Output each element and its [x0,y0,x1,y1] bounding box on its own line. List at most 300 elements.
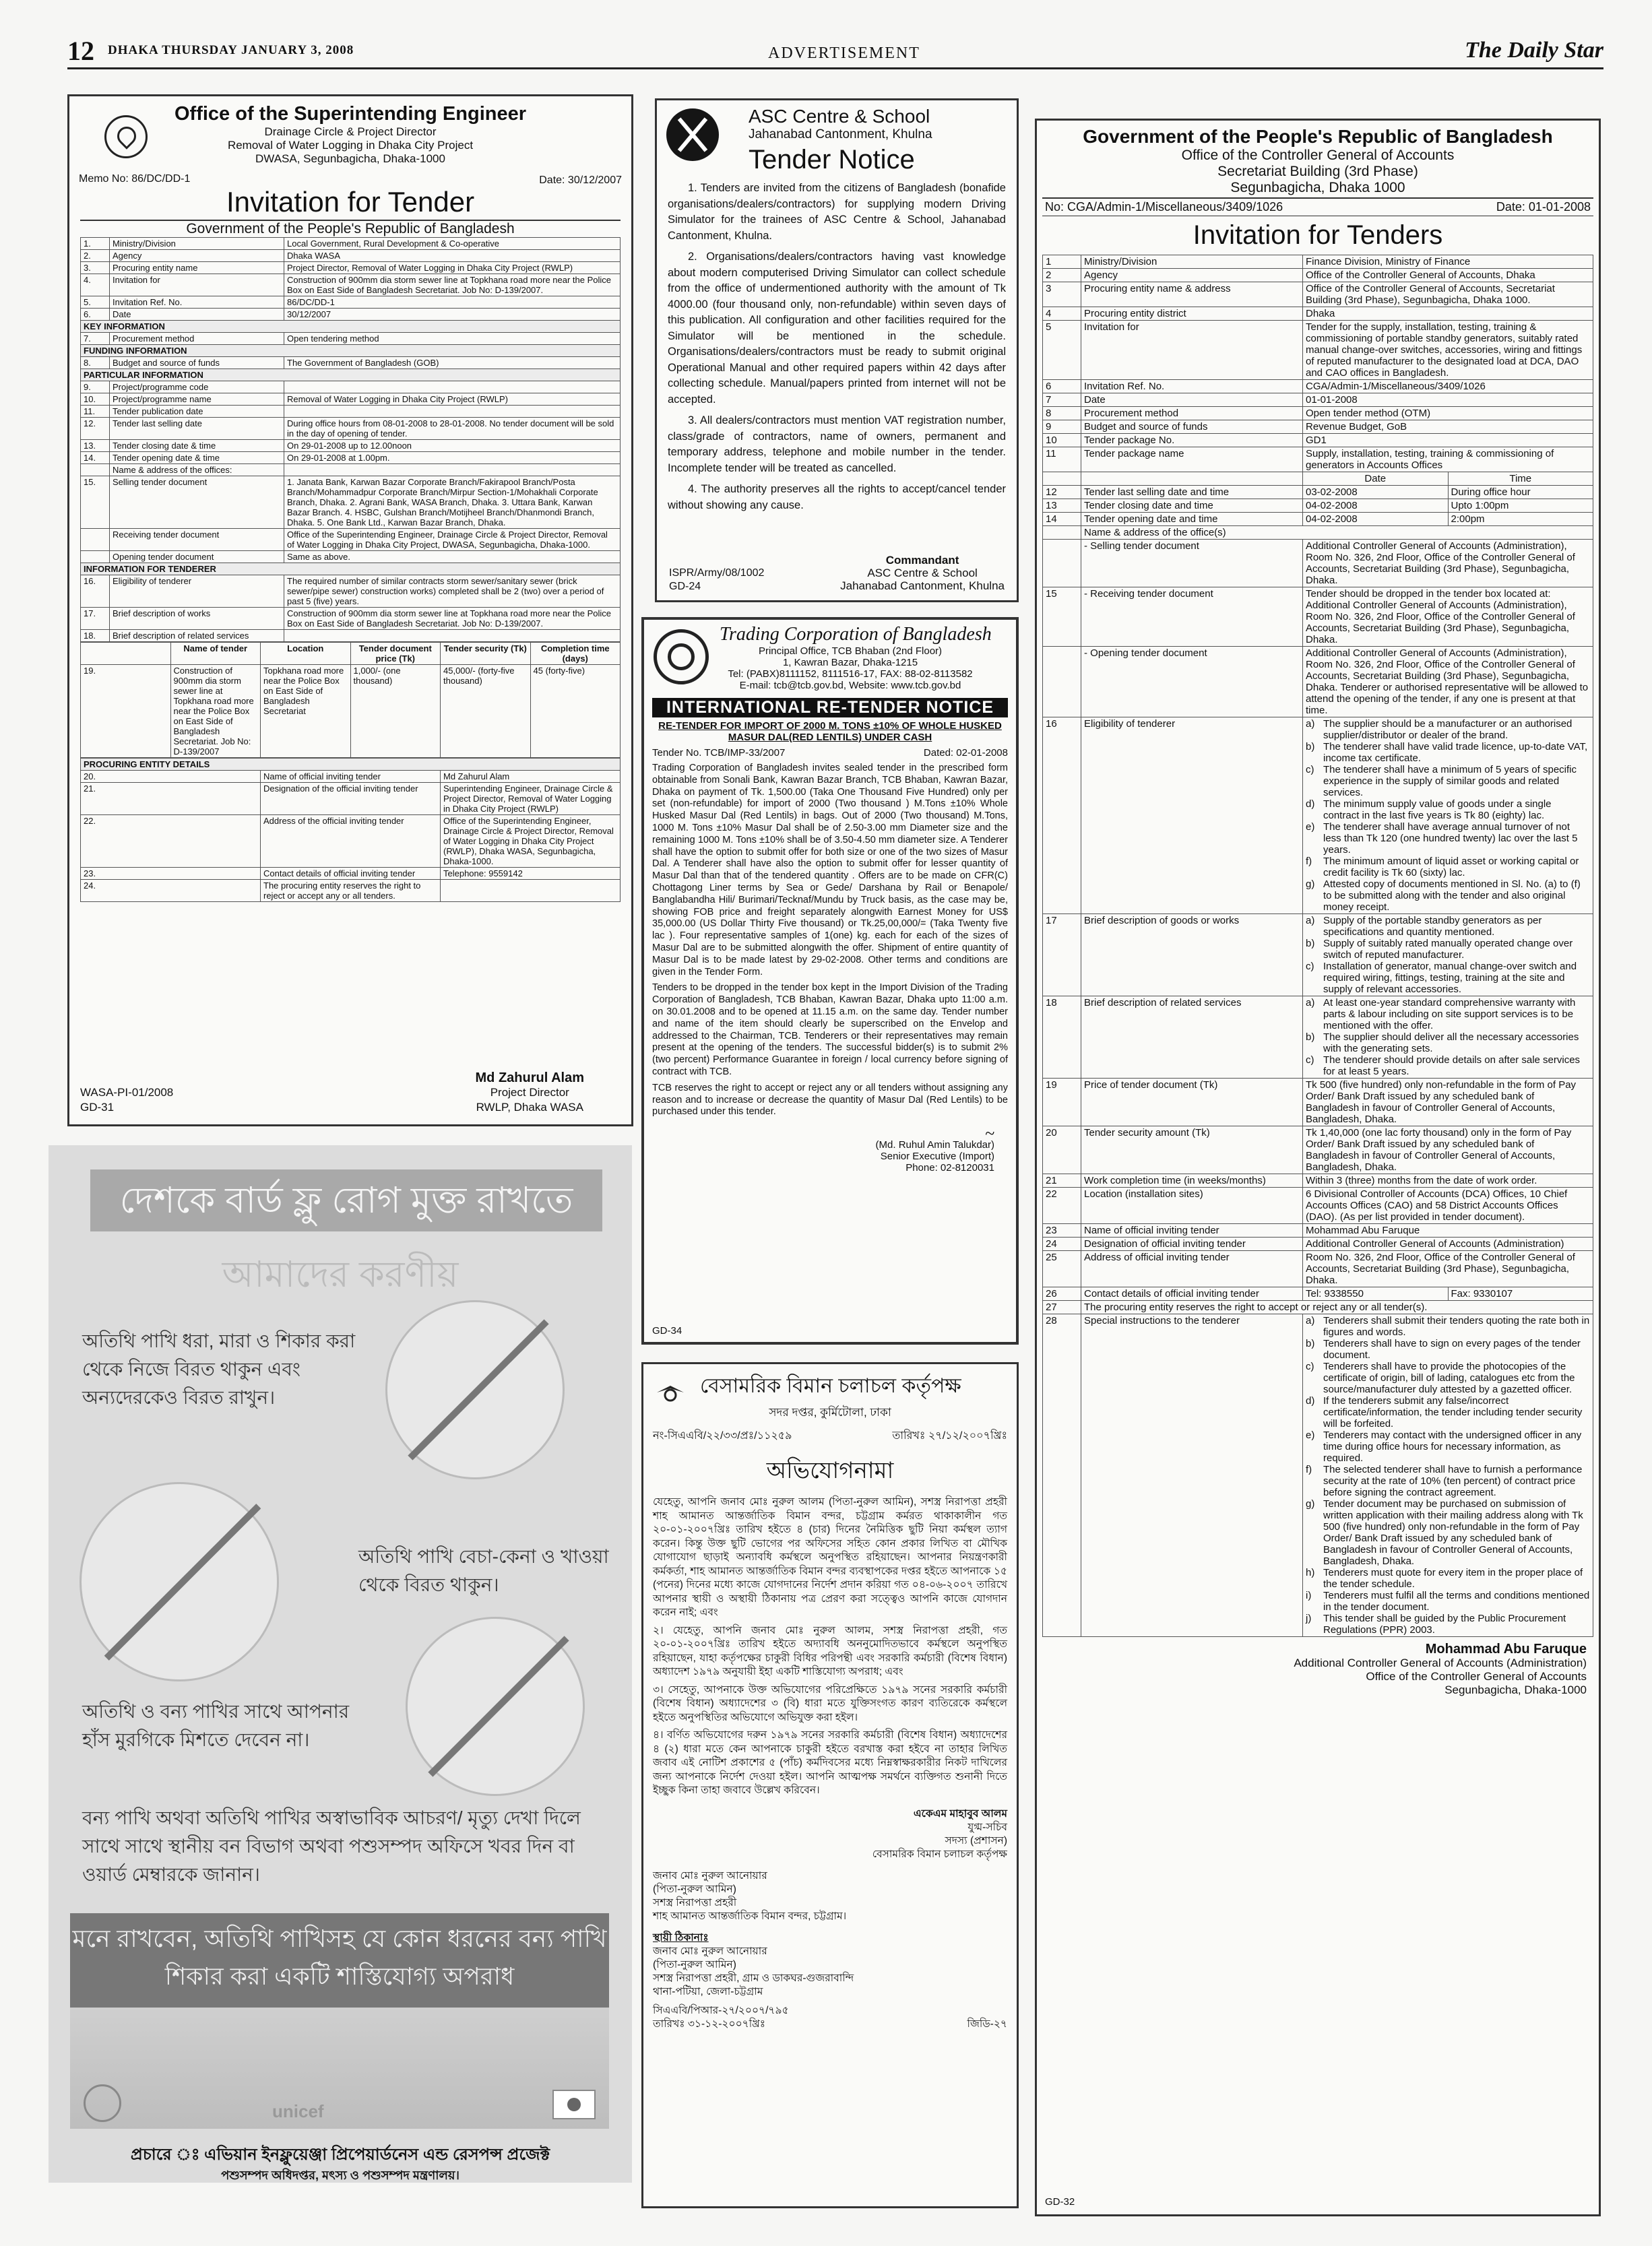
row-label: Budget and source of funds [110,357,284,369]
table-row [81,771,621,783]
office-row [1043,587,1593,647]
row-number: 26 [1043,1287,1081,1301]
list-item [1306,1054,1590,1077]
list-row [1043,1314,1593,1637]
row-value: 86/DC/DD-1 [284,296,621,309]
tcb-tender-ad [641,617,1019,1345]
table-row [81,464,621,476]
row-label: Ministry/Division [1081,255,1303,269]
list-text: The tenderer shall have average annual turnover of not less than Tk 120 (one hundred twenty) lac over the last 5 years. [1323,821,1578,856]
row-label: Designation of official inviting tender [1081,1238,1303,1251]
asc-ref2: GD-24 [669,581,701,592]
table-row [81,357,621,369]
list-text: Tender document may be purchased on submission of written application with their mailing address along with Tk 500 (five hundred) only non-refundable in the form of Pay Order/ Bank Draft issued by any scheduled bank of Bangladesh in favour of Controller General of Accounts, Bangladesh, Dhaka. [1323,1498,1583,1567]
row-value: Finance Division, Ministry of Finance [1303,255,1593,269]
cga-signer: Mohammad Abu Faruque [1425,1642,1587,1657]
date-header-row [1043,472,1593,486]
cga-signer-place: Segunbagicha, Dhaka-1000 [1444,1683,1587,1696]
list-text: At least one-year standard comprehensive warranty with parts & labour including on site support services is to be mentioned with the offer. [1323,997,1576,1031]
section-row [81,563,621,575]
row-number: 18. [81,630,110,642]
list-text: The tenderer shall have a minimum of 5 years of specific experience in the supply of similar goods and related services. [1323,764,1577,798]
government-seal-icon [84,2084,121,2122]
asc-name: ASC Centre & School [749,106,930,127]
row-number: 27 [1043,1301,1081,1314]
bird-flu-point1: অতিথি পাখি ধরা, মারা ও শিকার করা থেকে নিজে বিরত থাকুন এবং অন্যদেরকেও বিরত রাখুন। [82,1330,356,1408]
list-item [1306,1361,1590,1395]
row-label: Contact details of official inviting tender [261,868,441,880]
aviation-para: ২। যেহেতু, আপনি জনাব মোঃ নুরুল আলম, সশস্ত্র নিরাপত্তা প্রহরী, গত ২০-০১-২০০৭খ্রিঃ তারিখ হইতে অদ্যাবধি অননুমোদিতভাবে কর্মস্থলে অনুপস্থিত রহিয়াছেন, যাহা কর্তৃপক্ষের চাকুরী বিধির পরিপন্থী এবং সরকারি কর্মচারী (বিশেষ বিধান) অধ্যাদেশ ১৯৭৯ অনুযায়ী ইহা একটি শাস্তিযোগ্য অপরাধ; এবং [653,1624,1007,1677]
row-number: 4 [1043,307,1081,321]
list-key: f) [1306,1464,1312,1475]
time-cell: Upto 1:00pm [1448,499,1593,513]
cga-building: Secretariat Building (3rd Phase) [1217,164,1418,179]
page-header [67,32,1603,69]
row-number: 19 [1043,1079,1081,1126]
price-header: Name of tender [170,643,261,665]
row-list [1303,717,1593,914]
table-row [1043,255,1593,269]
contact-row [1043,1287,1593,1301]
list-key: d) [1306,1395,1315,1407]
table-row [1043,393,1593,407]
row-number [81,643,171,665]
tcb-tel: Tel: (PABX)8111152, 8111516-17, FAX: 88-02-8113582 [728,668,973,680]
engineer-ref2: GD-31 [80,1101,115,1114]
engineer-tender-table [80,237,621,642]
engineer-tender-ad [67,94,633,1126]
asc-title: Tender Notice [749,145,915,174]
engineer-signer-title: Project Director [490,1086,569,1099]
row-value: Md Zahurul Alam [441,771,621,783]
row-label: Brief description of goods or works [1081,914,1303,996]
row-value: Dhaka [1303,307,1593,321]
list-text: Tenderers must quote for every item in the proper place of the tender schedule. [1323,1567,1583,1590]
row-number [81,551,110,563]
row-value [284,381,621,393]
row-value: Dhaka WASA [284,250,621,262]
row-value: Tk 500 (five hundred) only non-refundable in the form of Pay Order/ Bank Draft issued by any scheduled bank of Bangladesh in favour of Controller General of Accounts, Bangladesh, Dhaka. [1303,1079,1593,1126]
row-number [1043,540,1081,587]
aviation-org: বেসামরিক বিমান চলাচল কর্তৃপক্ষ [700,1375,961,1397]
list-row [1043,914,1593,996]
row-label: Name of official inviting tender [1081,1224,1303,1238]
list-text: If the tenderers submit any false/incorrect certificate/information, the tender including tender security will be forfeited. [1323,1395,1583,1430]
row-value: CGA/Admin-1/Miscellaneous/3409/1026 [1303,380,1593,393]
row-label: Work completion time (in weeks/months) [1081,1174,1303,1188]
row-value [284,406,621,418]
aviation-address: সদর দপ্তর, কুর্মিটোলা, ঢাকা [769,1406,891,1419]
aviation-ref: নং-সিএএবি/২২/৩৩/প্রঃ/১১২৫৯ [653,1430,792,1442]
row-number [1043,526,1081,540]
row-number: 16 [1043,717,1081,914]
list-text: Tenderers shall have to provide the photocopies of the certificate of origin, bill of lading, catalogues etc from the source/manufacturer duly attested by a gazetted officer. [1323,1361,1575,1395]
list-item [1306,938,1590,961]
date-cell: 04-02-2008 [1303,513,1449,526]
date-cell: 03-02-2008 [1303,486,1449,499]
engineer-government: Government of the People's Republic of Bangladesh [80,220,621,237]
table-row [1043,1224,1593,1238]
row-value: During office hours from 08-01-2008 to 28-01-2008. No tender document will be sold in the day of opening of tender. [284,418,621,440]
row-label: Agency [1081,269,1303,282]
row-label: Name & address of the offices: [110,464,284,476]
row-number: 5 [1043,321,1081,380]
row-label: Procuring entity district [1081,307,1303,321]
row-label: Tender package No. [1081,434,1303,447]
permanent-line: জনাব মোঃ নুরুল আনোয়ার [653,1945,767,1957]
row-value: Project Director, Removal of Water Logging in Dhaka City Project (RWLP) [284,262,621,274]
table-row [1043,1238,1593,1251]
asc-signer: Commandant [885,554,959,567]
list-key: a) [1306,1315,1315,1326]
cga-title: Invitation for Tenders [1193,220,1443,250]
row-number: 7 [1043,393,1081,407]
row-label: Project/programme code [110,381,284,393]
row-label: Tender security amount (Tk) [1081,1126,1303,1174]
table-row [81,630,621,642]
row-number: 13 [1043,499,1081,513]
table-row [1043,420,1593,434]
engineer-memo: Memo No: 86/DC/DD-1 [79,173,191,185]
tcb-signer-title: Senior Executive (Import) [880,1151,994,1163]
row-value: Mohammad Abu Faruque [1303,1224,1593,1238]
row-number: 22 [1043,1188,1081,1224]
table-row [81,575,621,608]
list-item [1306,1430,1590,1464]
engineer-refs [80,1085,173,1115]
aviation-para: ৪। বর্ণিত অভিযোগের দরুন ১৯৭৯ সনের সরকারি কর্মচারী (বিশেষ বিধান) অধ্যাদেশের ৪ (২) ধারা মতে কেন আপনাকে চাকুরী হইতে বরখাস্ত করা হইবে না তাহার লিখিত জবাব এই নোটিশ প্রকাশের ৫ (পাঁচ) কর্মদিবসের মধ্যে নিম্নস্বাক্ষরকারীর নিকট দাখিলের জন্য আপনাকে নির্দেশ দেওয়া হইল। আপনি আত্মপক্ষ সমর্থনে ব্যক্তিগত শুনানী দিতে ইচ্ছুক কিনা তাহা জবাবে উল্লেখ করিবেন। [653,1729,1007,1796]
list-row [1043,996,1593,1079]
row-number: 8. [81,357,110,369]
bird-flu-warning: মনে রাখবেন, অতিথি পাখিসহ যে কোন ধরনের বন্য পাখি শিকার করা একটি শাস্তিযোগ্য অপরাধ [70,1913,609,2008]
row-value: Office of the Superintending Engineer, Drainage Circle & Project Director, Removal of Water Logging in Dhaka City Project (RWLP), Dhaka WASA, Segunbagicha, Dhaka-1000. [441,815,621,868]
list-text: Tenderers must fulfil all the terms and conditions mentioned in the tender document. [1323,1590,1590,1613]
row-value: Construction of 900mm dia storm sewer line at Topkhana road more near the Police Box on East Side of Bangladesh Secretariat. Job No: D-139/2007. [284,274,621,296]
tcb-subtitle: RE-TENDER FOR IMPORT OF 2000 M. TONS ±10% OF WHOLE HUSKED MASUR DAL(RED LENTILS) UNDER CASH [658,720,1002,743]
row-label: Address of the official inviting tender [261,815,441,868]
list-text: The supplier should deliver all the necessary accessories with the generating sets. [1323,1031,1579,1054]
bird-flu-point2: অতিথি পাখি বেচা-কেনা ও খাওয়া থেকে বিরত থাকুন। [358,1546,609,1595]
table-row [81,452,621,464]
row-value: Tender for the supply, installation, testing, training & commissioning of portable standby generators, suitably rated manual change-over switches, accessories, wiring and fittings of reputed manufacturer to the designated load at DCA, DAO and CAO offices in Bangladesh. [1303,321,1593,380]
row-label: Tender opening date and time [1081,513,1303,526]
price-cell: Topkhana road more near the Police Box on East Side of Bangladesh Secretariat [261,665,351,758]
row-label: Price of tender document (Tk) [1081,1079,1303,1126]
permanent-label: স্থায়ী ঠিকানাঃ [653,1931,709,1944]
row-value: Same as above. [284,551,621,563]
cga-office: Office of the Controller General of Accounts [1181,148,1455,163]
row-value: Construction of 900mm dia storm sewer line at Topkhana road more near the Police Box on East Side of Bangladesh Secretariat. Job No: D-139/2007. [284,608,621,630]
row-value: Tk 1,40,000 (one lac forty thousand) only in the form of Pay Order/ Bank Draft issued by any scheduled bank of Bangladesh in favour of Controller General of Accounts, Bangladesh, Dhaka. [1303,1126,1593,1174]
asc-tender-ad [655,98,1019,602]
row-number: 16. [81,575,110,608]
table-row [81,418,621,440]
bird-flu-title: আমাদের করণীয় [222,1254,459,1295]
migratory-birds-scene [70,2008,609,2129]
price-cell: Construction of 900mm dia storm sewer line at Topkhana road more near the Police Box on East Side of Bangladesh Secretariat. Job No: D-139/2007 [170,665,261,758]
table-row [1043,1126,1593,1174]
credit-line1: প্রচারে ঃ এভিয়ান ইনফ্লুয়েঞ্জা প্রিপেয়ার্ডনেস এন্ড রেসপন্স প্রজেক্ট [130,2146,550,2164]
section-heading: KEY INFORMATION [81,321,621,333]
cga-signer-org: Office of the Controller General of Accounts [1366,1670,1587,1683]
list-key: h) [1306,1567,1315,1578]
tcb-para1: Trading Corporation of Bangladesh invites sealed tender in the prescribed form obtainable from Sonali Bank, Kawran Bazar Branch, TCB Bhaban, Kawran Bazar, Dhaka on payment of Tk. 1,500.00 (Taka One Thousand Five Hundred) only per set (non-refundable) for import of 2000 (Two thousand ) M.Tons ±10% Whole Husked Masur Dal (Red Lentils) in bags. Out of 2000 (Two thousand) M.Tons, 1000 M. Tons ±10% Masur Dal shall be of 2.50-3.00 mm Diameter size and the remaining 1000 M. Tons ±10% shall be of 3.50-4.50 mm diameter size. A Tenderer shall have the option to submit offer for both size or one of the two sizes of Masur Dal. A Tenderer shall have also the option to submit offer for lesser quantity of Masur Dal than that of the tendered quantity . Offers are to be made on CFR(C) Chottagong Liner terms by Sea or Gede/ Darshana by Rail or Benapole/ Banglabandha Hili/ Burimari/Tecknaf/Mundu by Truck basis, as the case may be, showing FOB price and freight separately alongwith Earnest Money for US$ 35,000.00 (US Dollar Thirty Five thousand) or Tk.25,00,000/= (Taka Twenty five lac ). Four representative samples of 1(one) kg. each for each of the sizes of Masur Dal are to be submitted alongwith the offer. Shipment of entire quantity of Masur Dal is to be made latest by 29-02-2008. Other terms and conditions are given in the Tender Form. [652,763,1008,977]
aviation-recipient [653,1869,1007,1923]
row-value: 1. Janata Bank, Karwan Bazar Corporate Branch/Fakirapool Branch/Posta Branch/Mohammadpur Corporate Branch/Mirpur Section-1/Mohakhali Corporate Branch, Dhaka. 2. Agrani Bank, WASA Branch, Dhaka. 3. Uttara Bank, Karwan Bazar Branch. 4. HSBC, Gulshan Branch/Motijheel Branch/Dhanmondi Branch, Dhaka. 5. One Bank Ltd., Karwan Bazar Branch, Dhaka. [284,476,621,529]
row-number: 23 [1043,1224,1081,1238]
list-text: Supply of suitably rated manually operated change over switch of reputed manufacturer. [1323,938,1573,961]
aviation-gd: জিডি-২৭ [967,2018,1007,2030]
list-key: i) [1306,1590,1312,1601]
cga-gd: GD-32 [1045,2196,1075,2208]
list-item [1306,856,1590,878]
row-number [1043,472,1081,486]
table-row [81,551,621,563]
row-label: Invitation for [1081,321,1303,380]
list-item [1306,764,1590,798]
row-label: Procurement method [1081,407,1303,420]
row-number: 17 [1043,914,1081,996]
table-row [1043,407,1593,420]
aviation-para: ৩। সেহেতু, আপনাকে উক্ত অভিযোগের পরিপ্রেক্ষিতে ১৯৭৯ সনের সরকারি কর্মচারী (বিশেষ বিধান) অধ্যাদেশের ৩ (বি) ধারা মতে যুক্তিসংগত কারণ ব্যতিরেকে কর্মস্থলে হইতে অনুপস্থিতির অভিযোগে অভিযুক্ত করা হইল। [653,1683,1007,1723]
list-item [1306,741,1590,764]
office-row [1043,647,1593,717]
list-text: The selected tenderer shall have to furnish a performance security at the rate of 10% (ten percent) of contract price before signing the contract agreement. [1323,1464,1583,1498]
list-item [1306,1464,1590,1498]
list-item [1306,1567,1590,1590]
row-number: 15 [1043,587,1081,647]
tcb-email: E-mail: tcb@tcb.gov.bd, Website: www.tcb.gov.bd [739,680,961,691]
list-item [1306,878,1590,913]
engineer-project: Removal of Water Logging in Dhaka City Project [227,139,474,152]
row-value: Office of the Controller General of Accounts, Secretariat Building (3rd Phase), Segunbagicha, Dhaka 1000. [1303,282,1593,307]
aviation-notice-ad [641,1362,1019,2208]
engineer-date: Date: 30/12/2007 [539,174,622,186]
section-row [81,321,621,333]
table-row [1043,282,1593,307]
row-value: Local Government, Rural Development & Co-operative [284,238,621,250]
reserve-row [1043,1301,1593,1314]
row-list [1303,914,1593,996]
engineer-ref1: WASA-PI-01/2008 [80,1086,174,1099]
bird-flu-point3: অতিথি ও বন্য পাখির সাথে আপনার হাঁস মুরগিকে মিশতে দেবেন না। [82,1701,350,1750]
list-item [1306,1031,1590,1054]
bird-flu-point4: বন্য পাখি অথবা অতিথি পাখির অস্বাভাবিক আচরণ/ মৃত্যু দেখা দিলে সাথে সাথে স্থানীয় বন বিভাগ অথবা পশুসম্পদ অফিসে খবর দিন বা ওয়ার্ড মেম্বারকে জানান। [82,1807,581,1885]
row-value [284,464,621,476]
list-item [1306,1315,1590,1338]
row-value: The required number of similar contracts storm sewer/sanitary sewer (brick sewer/pipe sewer) construction works) completed shall be 2 (two) over a period of past 5 (five) years. [284,575,621,608]
cga-address: Segunbagicha, Dhaka 1000 [1230,180,1405,195]
price-header: Tender security (Tk) [441,643,531,665]
asc-signature [840,554,1005,592]
row-number [81,464,110,476]
row-label: Tender last selling date [110,418,284,440]
row-number: 4. [81,274,110,296]
section-row [81,759,621,771]
list-key: b) [1306,1338,1315,1349]
row-value: Additional Controller General of Accounts (Administration), Room No. 326, 2nd Floor, Office of the Controller General of Accounts, Secretariat Building (3rd Phase), Segunbagicha, Dhaka. Tenderer or authorised representative will be allowed to attend the opening of the tender, if any one is present at that time. [1303,647,1593,717]
list-text: Attested copy of documents mentioned in Sl. No. (a) to (f) to be submitted along with the tender and also original money receipt. [1323,878,1581,913]
row-label: Opening tender document [110,551,284,563]
row-label: - Opening tender document [1081,647,1303,717]
list-key: c) [1306,1054,1314,1066]
table-row [1043,321,1593,380]
cga-signature [1042,1642,1593,1697]
table-row [81,529,621,551]
time-cell: During office hour [1448,486,1593,499]
list-item [1306,1395,1590,1430]
tcb-tender-no: Tender No. TCB/IMP-33/2007 [652,747,786,759]
table-row [81,274,621,296]
list-key: e) [1306,1430,1315,1441]
list-key: e) [1306,821,1315,833]
row-number: 14 [1043,513,1081,526]
date-row [1043,499,1593,513]
tcb-logo-icon [654,629,709,684]
list-key: g) [1306,878,1315,890]
table-row [1043,269,1593,282]
section-heading: PARTICULAR INFORMATION [81,369,621,381]
asc-para: 3. All dealers/contractors must mention VAT registration number, class/grade of contractors, name of owners, permanent and temporary address, telephone and mobile number in the tender. Incomplete tender will be treated as cancelled. [668,414,1006,474]
row-label: Tender package name [1081,447,1303,472]
row-number: 11 [1043,447,1081,472]
reserve-text: The procuring entity reserves the right to accept or reject any or all tender(s). [1081,1301,1593,1314]
tcb-para2: Tenders to be dropped in the tender box kept in the Import Division of the Trading Corporation of Bangladesh, TCB Bhaban, Kawran Bazar, Dhaka upto 11:00 a.m. on 30.01.2008 and to be opened at 11.15 a.m. on the same day. Tender number and name of the item should clearly be superscribed on the Envelop and addressed to the Chairman, TCB. Tenderers or their representatives may remain present at the opening of the tenders. The successful bidder(s) is to submit 2% (two percent) Performance Guarantee in foreign / local currency before signing of contract with TCB. [652,982,1008,1077]
aviation-date: তারিখঃ ২৭/১২/২০০৭খ্রিঃ [892,1430,1007,1442]
aviation-ref-row [653,1427,1007,1445]
row-number: 3 [1043,282,1081,307]
list-key: a) [1306,718,1315,730]
table-row [1043,1188,1593,1224]
tcb-para3: TCB reserves the right to accept or reject any or all tenders without assigning any reason and to increase or decrease the quantity of Masur Dal (Red Lentils) to be purchased under this tender. [652,1082,1008,1118]
row-label: Designation of the official inviting tender [261,783,441,815]
recipient-line: (পিতা-নুরুল আমিন) [653,1883,736,1895]
row-value: Office of the Controller General of Accounts, Dhaka [1303,269,1593,282]
bird-flu-poster [49,1145,632,2183]
table-row [81,393,621,406]
table-row [1043,1251,1593,1287]
row-number [1043,647,1081,717]
table-row [81,783,621,815]
row-number: 6. [81,309,110,321]
price-header: Completion time (days) [530,643,621,665]
row-value: Removal of Water Logging in Dhaka City Project (RWLP) [284,393,621,406]
tcb-banner: INTERNATIONAL RE-TENDER NOTICE [652,698,1008,717]
engineer-entity-table [80,758,621,902]
aviation-memo-date: তারিখঃ ৩১-১২-২০০৭খ্রিঃ [653,2018,765,2030]
contact-tel: Tel: 9338550 [1303,1287,1449,1301]
date-header: Time [1448,472,1593,486]
row-value: GD1 [1303,434,1593,447]
asc-para: 1. Tenders are invited from the citizens of Bangladesh (bonafide organisations/dealers/contractors) for supplying modern Driving Simulator for the trainees of ASC Centre & School, Jahanabad Cantonment, Khulna. [668,182,1006,242]
list-item [1306,821,1590,856]
asc-para: 4. The authority preserves all the rights to accept/cancel tender without showing any cause. [668,483,1006,511]
row-number: 5. [81,296,110,309]
list-text: Installation of generator, manual change-over switch and required wiring, fittings, testing, training at the site and supply of relevant accessories. [1323,961,1577,995]
row-number: 13. [81,440,110,452]
bird-flu-credit [49,2145,632,2183]
list-item [1306,1590,1590,1613]
office-header-row [1043,526,1593,540]
row-label: Ministry/Division [110,238,284,250]
list-text: The tenderer shall have valid trade licence, up-to-date VAT, income tax certificate. [1323,741,1588,764]
row-value: Additional Controller General of Accounts (Administration) [1303,1238,1593,1251]
list-key: c) [1306,764,1314,775]
row-label: Brief description of related services [110,630,284,642]
tcb-office: Principal Office, TCB Bhaban (2nd Floor) [758,645,943,657]
list-text: The minimum amount of liquid asset or working capital or credit facility is Tk 60 (sixty) lac. [1323,856,1579,878]
tcb-address: 1, Kawran Bazar, Dhaka-1215 [782,657,918,668]
list-text: The supplier should be a manufacturer or an authorised supplier/distributor or dealer of the brand. [1323,718,1572,741]
row-value: On 29-01-2008 at 1.00pm. [284,452,621,464]
row-value: Office of the Superintending Engineer, Drainage Circle & Project Director, Removal of Water Logging in Dhaka City Project, DWASA, Segunbagicha, Dhaka-1000. [284,529,621,551]
row-value: Open tender method (OTM) [1303,407,1593,420]
row-list [1303,996,1593,1079]
table-row [81,406,621,418]
asc-para: 2. Organisations/dealers/contractors having vast knowledge about modern computerised Driving Simulator can collect schedule from the office of undermentioned authority with the amount of Tk 4000.00 (four thousand only, non-refundable) within seven days of this publication. All configuration and other facilities required for the Simulator will be mentioned in the schedule. Organisations/dealers/contractors must be ready to submit original Operational Manual and other required papers within 42 days after collecting schedule. Manual/papers printed from internet will not be accepted. [668,251,1006,406]
row-number: 23. [81,868,261,880]
dateline: DHAKA THURSDAY JANUARY 3, 2008 [108,43,354,57]
row-number: 22. [81,815,261,868]
row-value: Additional Controller General of Accounts (Administration), Room No. 326, 2nd Floor, Office of the Controller General of Accounts, Secretariat Building (3rd Phase), Segunbagicha, Dhaka. [1303,540,1593,587]
row-label: - Receiving tender document [1081,587,1303,647]
row-number: 25 [1043,1251,1081,1287]
row-value: Within 3 (three) months from the date of work order. [1303,1174,1593,1188]
row-label: Procuring entity name [110,262,284,274]
section-heading: FUNDING INFORMATION [81,345,621,357]
section-heading: INFORMATION FOR TENDERER [81,563,621,575]
cga-date: Date: 01-01-2008 [1496,200,1591,214]
tcb-name: Trading Corporation of Bangladesh [720,624,992,645]
cga-government: Government of the People's Republic of Bangladesh [1083,126,1553,147]
recipient-line: শাহ আমানত আন্তর্জাতিক বিমান বন্দর, চট্টগ্রাম। [653,1910,847,1922]
recipient-line: জনাব মোঃ নুরুল আনোয়ার [653,1869,767,1882]
row-number: 20 [1043,1126,1081,1174]
cga-ref-row [1042,197,1593,216]
masthead: The Daily Star [1465,38,1603,63]
row-number: 1. [81,238,110,250]
row-value: 30/12/2007 [284,309,621,321]
row-label: Tender closing date and time [1081,499,1303,513]
row-number: 8 [1043,407,1081,420]
row-number: 7. [81,333,110,345]
cga-ref: No: CGA/Admin-1/Miscellaneous/3409/1026 [1045,200,1283,214]
row-label: Tender closing date & time [110,440,284,452]
row-label: Agency [110,250,284,262]
page-number: 12 [67,36,94,66]
permanent-line: থানা-পটিয়া, জেলা-চট্টগ্রাম [653,1985,763,1997]
row-value: Telephone: 9559142 [441,868,621,880]
row-label: Name of official inviting tender [261,771,441,783]
price-header-row [81,643,621,665]
row-value: On 29-01-2008 up to 12.00noon [284,440,621,452]
asc-ref1: ISPR/Army/08/1002 [669,567,765,579]
row-number: 28 [1043,1314,1081,1637]
row-label: Date [110,309,284,321]
cga-tender-ad [1035,119,1601,2216]
list-item [1306,915,1590,938]
credit-line2: পশুসম্পদ অধিদপ্তর, মৎস্য ও পশুসম্পদ মন্ত্রণালয়। [221,2169,459,2182]
list-text: Supply of the portable standby generators as per specifications and quantity mentioned. [1323,915,1542,938]
list-text: Tenderers shall have to sign on every pages of the tender document. [1323,1338,1581,1361]
date-row [1043,486,1593,499]
aviation-memo-no: সিএএবি/পিআর-২৭/২০০৭/৭৯৫ [653,2004,789,2016]
asc-crest-icon [666,108,719,161]
row-label: Procuring entity name & address [1081,282,1303,307]
section-label: ADVERTISEMENT [768,44,920,62]
list-item [1306,1338,1590,1361]
date-header: Date [1303,472,1449,486]
